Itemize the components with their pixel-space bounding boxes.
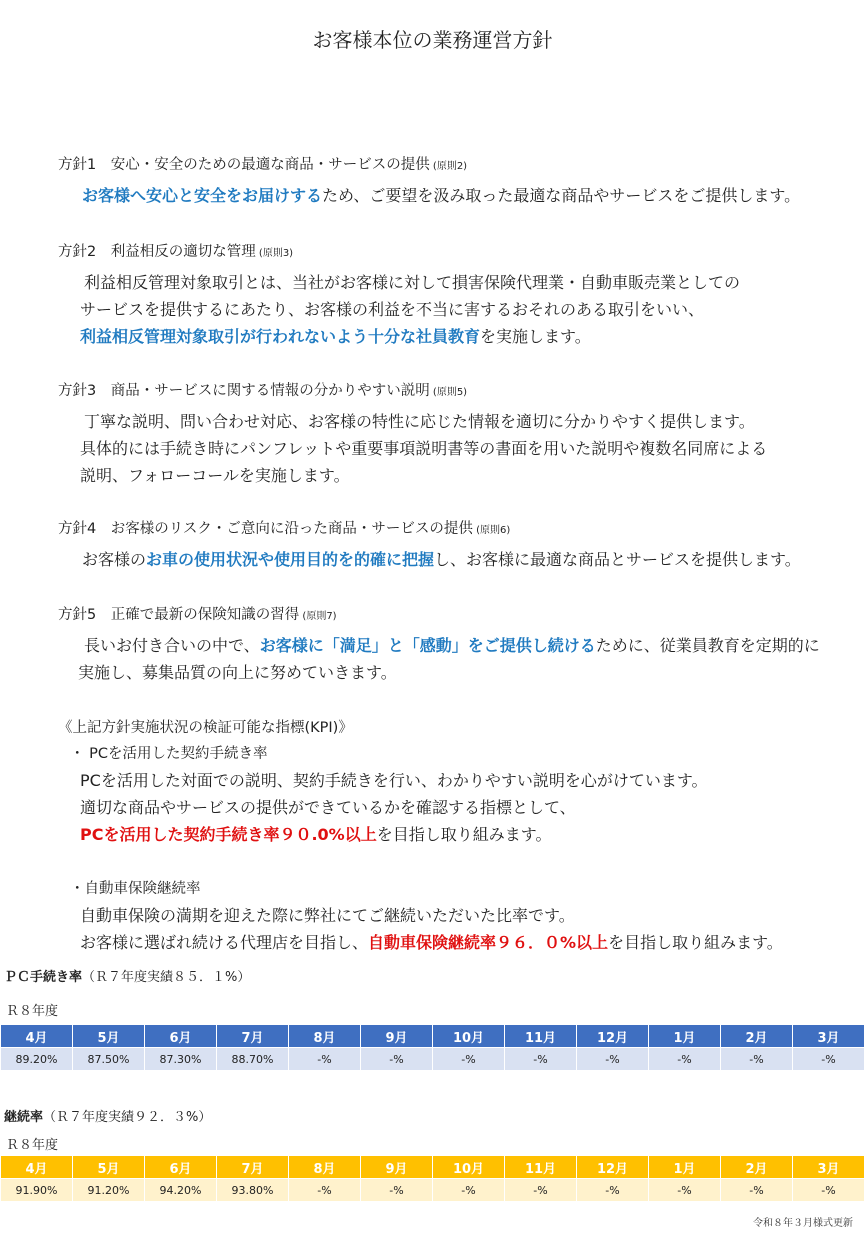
kpi-item-label: ・ PCを活用した契約手続き率 [70, 746, 268, 762]
emphasis-text: PCを活用した契約手続き率９０.0%以上 [80, 825, 377, 844]
month-header-cell: 5月 [73, 1156, 145, 1179]
month-header-cell: 7月 [217, 1156, 289, 1179]
policy-body-line [84, 409, 755, 432]
principle-reference: (原則5) [429, 387, 468, 398]
month-header-cell: 5月 [73, 1025, 145, 1048]
body-text: 長いお付き合いの中で、 [84, 636, 260, 655]
body-text: お客様に選ばれ続ける代理店を目指し、 [80, 933, 369, 952]
pc-rate-cell: -% [361, 1048, 433, 1071]
renewal-rate-cell: 91.90% [1, 1179, 73, 1202]
emphasis-text: お客様へ安心と安全をお届けする [82, 186, 323, 205]
policy-body-line [78, 660, 397, 683]
principle-reference: (原則3) [255, 248, 294, 259]
renewal-rate-cell: -% [433, 1179, 505, 1202]
pc-rate-cell: -% [289, 1048, 361, 1071]
policy-heading [58, 603, 337, 624]
month-header-cell: 1月 [649, 1025, 721, 1048]
policy-body-line [84, 633, 820, 656]
policy-heading-text: 方針2 利益相反の適切な管理 [58, 244, 256, 260]
body-text: 説明、フォローコールを実施します。 [80, 466, 350, 485]
body-text: 利益相反管理対象取引とは、当社がお客様に対して損害保険代理業・自動車販売業としての [84, 273, 741, 292]
body-text: 具体的には手続き時にパンフレットや重要事項説明書等の書面を用いた説明や複数名同席による [80, 439, 768, 458]
month-header-cell: 2月 [721, 1156, 793, 1179]
renewal-rate-cell: -% [361, 1179, 433, 1202]
month-header-cell: 8月 [289, 1156, 361, 1179]
form-update-note: 令和８年３月様式更新 [753, 1218, 853, 1229]
policy-heading [58, 240, 293, 261]
month-header-cell: 6月 [145, 1025, 217, 1048]
body-text: 丁寧な説明、問い合わせ対応、お客様の特性に応じた情報を適切に分かりやすく提供します。 [84, 412, 755, 431]
body-text: ために、従業員教育を定期的に [595, 636, 820, 655]
principle-reference: (原則6) [472, 525, 511, 536]
pc-rate-cell: -% [649, 1048, 721, 1071]
body-text: サービスを提供するにあたり、お客様の利益を不当に害するおそれのある取引をいい、 [80, 300, 705, 319]
pc-fiscal-year: Ｒ８年度 [6, 1004, 59, 1019]
policy-body-line [84, 270, 740, 293]
policy-heading-text: 方針4 お客様のリスク・ご意向に沿った商品・サービスの提供 [58, 521, 473, 537]
pc-rate-cell: -% [505, 1048, 577, 1071]
month-header-cell: 9月 [361, 1156, 433, 1179]
renewal-rate-cell: -% [289, 1179, 361, 1202]
policy-body-line [80, 324, 591, 347]
renewal-fiscal-year: Ｒ８年度 [6, 1138, 59, 1153]
kpi-item-label: ・自動車保険継続率 [70, 881, 201, 897]
policy-heading-text: 方針3 商品・サービスに関する情報の分かりやすい説明 [58, 383, 430, 399]
renewal-rate-cell: -% [649, 1179, 721, 1202]
month-header-cell: 11月 [505, 1156, 577, 1179]
pc-rate-prior-year: （Ｒ７年度実績８５．１%） [82, 970, 251, 985]
month-header-cell: 7月 [217, 1025, 289, 1048]
kpi-body-line [80, 930, 783, 953]
month-header-cell: 6月 [145, 1156, 217, 1179]
pc-rate-cell: -% [433, 1048, 505, 1071]
policy-body-line [82, 547, 801, 570]
body-text: ため、ご要望を汲み取った最適な商品やサービスをご提供します。 [322, 186, 801, 205]
renewal-rate-cell: 94.20% [145, 1179, 217, 1202]
kpi-body-line [80, 822, 551, 845]
policy-body-line [80, 436, 767, 459]
pc-rate-cell: 87.50% [73, 1048, 145, 1071]
renewal-rate-cell: 91.20% [73, 1179, 145, 1202]
body-text: 実施し、募集品質の向上に努めていきます。 [78, 663, 397, 682]
policy-body-line [80, 297, 704, 320]
kpi-body-line [80, 768, 708, 791]
month-header-cell: 3月 [793, 1025, 865, 1048]
page-title: お客様本位の業務運営方針 [312, 28, 553, 52]
pc-rate-cell: 89.20% [1, 1048, 73, 1071]
renewal-rate-label: 継続率 [4, 1110, 44, 1125]
body-text: 適切な商品やサービスの提供ができているかを確認する指標として、 [80, 798, 576, 817]
body-text: を実施します。 [480, 327, 591, 346]
pc-rate-cell: 88.70% [217, 1048, 289, 1071]
kpi-heading: 《上記方針実施状況の検証可能な指標(KPI)》 [58, 720, 353, 736]
month-header-cell: 9月 [361, 1025, 433, 1048]
renewal-rate-cell: 93.80% [217, 1179, 289, 1202]
emphasis-text: 自動車保険継続率９６．０%以上 [368, 933, 609, 952]
month-header-cell: 4月 [1, 1025, 73, 1048]
renewal-rate-cell: -% [505, 1179, 577, 1202]
emphasis-text: お車の使用状況や使用目的を的確に把握 [146, 550, 435, 569]
pc-rate-cell: 87.30% [145, 1048, 217, 1071]
month-header-cell: 10月 [433, 1156, 505, 1179]
policy-body-line [82, 183, 800, 206]
month-header-cell: 12月 [577, 1156, 649, 1179]
policy-heading [58, 153, 467, 174]
month-header-cell: 12月 [577, 1025, 649, 1048]
renewal-rate-table [0, 1155, 865, 1202]
month-header-cell: 11月 [505, 1025, 577, 1048]
body-text: を目指し取り組みます。 [608, 933, 783, 952]
renewal-value-row [1, 1179, 865, 1202]
pc-rate-cell: -% [793, 1048, 865, 1071]
pc-value-row [1, 1048, 865, 1071]
policy-heading [58, 517, 510, 538]
renewal-rate-cell: -% [793, 1179, 865, 1202]
kpi-body-line [80, 795, 576, 818]
principle-reference: (原則2) [429, 161, 468, 172]
policy-heading-text: 方針5 正確で最新の保険知識の習得 [58, 607, 300, 623]
renewal-rate-table-title [4, 1106, 211, 1125]
renewal-month-header-row [1, 1156, 865, 1179]
emphasis-text: お客様に「満足」と「感動」をご提供し続ける [259, 636, 596, 655]
kpi-body-line [80, 903, 575, 926]
body-text: 自動車保険の満期を迎えた際に弊社にてご継続いただいた比率です。 [80, 906, 575, 925]
body-text: PCを活用した対面での説明、契約手続きを行い、わかりやすい説明を心がけています。 [80, 771, 708, 790]
month-header-cell: 1月 [649, 1156, 721, 1179]
body-text: を目指し取り組みます。 [376, 825, 552, 844]
pc-rate-table-title [4, 966, 250, 985]
policy-body-line [80, 463, 350, 486]
month-header-cell: 4月 [1, 1156, 73, 1179]
month-header-cell: 8月 [289, 1025, 361, 1048]
principle-reference: (原則7) [299, 611, 337, 622]
emphasis-text: 利益相反管理対象取引が行われないよう十分な社員教育 [80, 327, 481, 346]
pc-rate-cell: -% [721, 1048, 793, 1071]
renewal-rate-cell: -% [721, 1179, 793, 1202]
pc-rate-cell: -% [577, 1048, 649, 1071]
body-text: し、お客様に最適な商品とサービスを提供します。 [434, 550, 801, 569]
policy-heading [58, 379, 467, 400]
body-text: お客様の [82, 550, 147, 569]
pc-rate-label: ＰＣ手続き率 [4, 970, 83, 985]
pc-rate-table [0, 1024, 865, 1071]
month-header-cell: 3月 [793, 1156, 865, 1179]
month-header-cell: 10月 [433, 1025, 505, 1048]
renewal-rate-prior-year: （Ｒ７年度実績９２．３%） [43, 1110, 212, 1125]
pc-month-header-row [1, 1025, 865, 1048]
month-header-cell: 2月 [721, 1025, 793, 1048]
renewal-rate-cell: -% [577, 1179, 649, 1202]
policy-heading-text: 方針1 安心・安全のための最適な商品・サービスの提供 [58, 157, 430, 173]
